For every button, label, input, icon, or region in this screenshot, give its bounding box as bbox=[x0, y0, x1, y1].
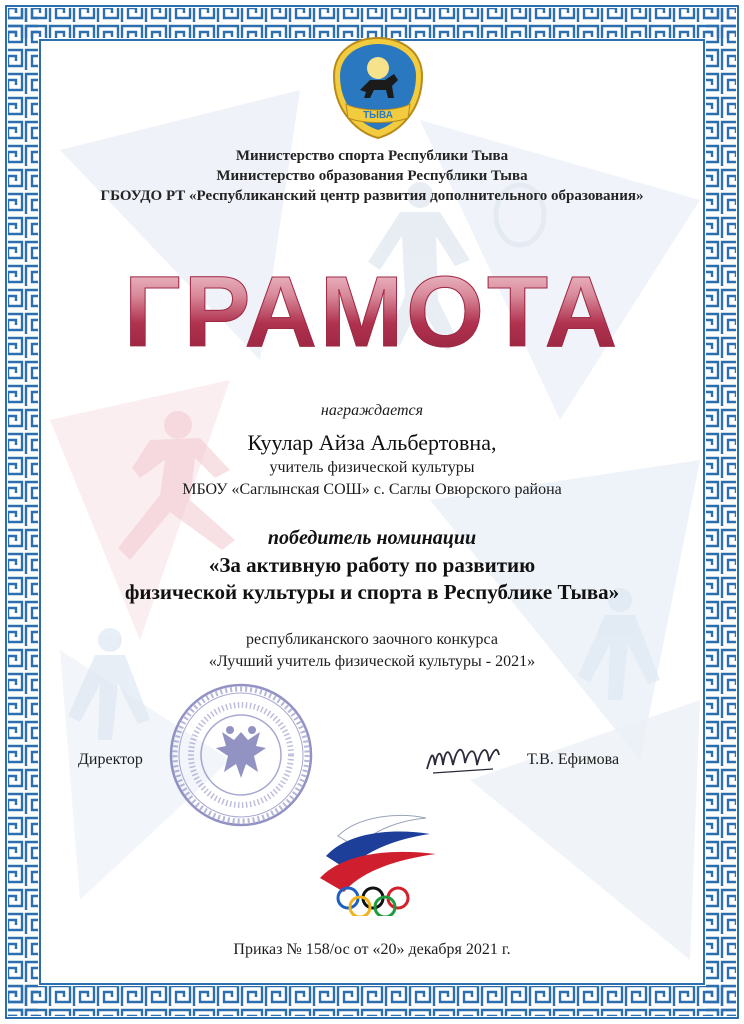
certificate-title-text: ГРАМОТА bbox=[124, 256, 620, 368]
handwritten-signature bbox=[423, 735, 503, 779]
order-reference: Приказ № 158/ос от «20» декабря 2021 г. bbox=[233, 941, 511, 958]
nomination-line-2: физической культуры и спорта в Республике Тыва» bbox=[124, 580, 620, 604]
recipient-school: МБОУ «Саглынская СОШ» с. Саглы Овюрского района bbox=[182, 481, 562, 498]
recipient-position: учитель физической культуры bbox=[269, 459, 475, 476]
tuva-coat-of-arms bbox=[330, 36, 426, 140]
winner-label: победитель номинации bbox=[267, 527, 477, 549]
emblem-caption: ТЫВА bbox=[363, 110, 393, 121]
awarded-label: награждается bbox=[320, 402, 424, 419]
ministry-education-line: Министерство образования Республики Тыва bbox=[216, 168, 528, 184]
certificate-title bbox=[40, 256, 704, 368]
official-seal bbox=[168, 682, 314, 828]
director-name: Т.В. Ефимова bbox=[527, 751, 620, 768]
center-line: ГБОУДО РТ «Республиканский центр развития дополнительного образования» bbox=[100, 188, 644, 204]
recipient-name: Куулар Айза Альбертовна, bbox=[247, 430, 497, 455]
director-label: Директор bbox=[78, 751, 143, 768]
contest-line-2: «Лучший учитель физической культуры - 2021» bbox=[208, 653, 536, 670]
nomination-line-1: «За активную работу по развитию bbox=[208, 553, 536, 577]
contest-line-1: республиканского заочного конкурса bbox=[246, 631, 498, 648]
olympic-committee-logo bbox=[318, 808, 443, 916]
ministry-sport-line: Министерство спорта Республики Тыва bbox=[235, 148, 509, 164]
